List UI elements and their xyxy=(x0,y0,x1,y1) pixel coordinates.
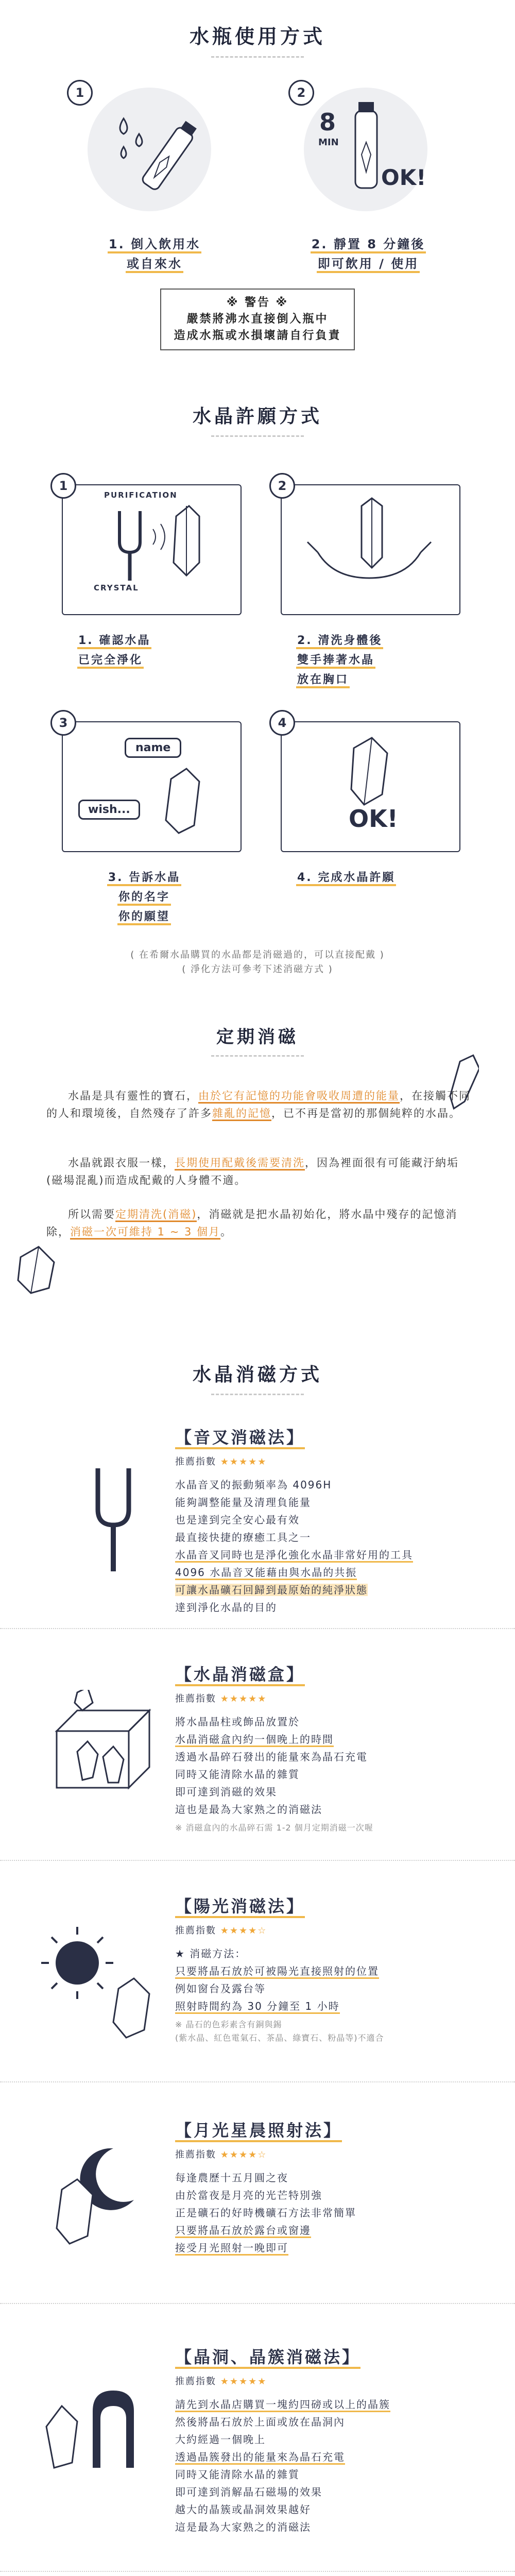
rating-label: 推薦指數 xyxy=(175,1456,216,1467)
method-line: 正是礦石的好時機礦石方法非常簡單 xyxy=(175,2207,356,2219)
s3-paragraph-3 xyxy=(46,1206,474,1241)
method-title: 【水晶消磁盒】 xyxy=(175,1665,305,1686)
text-run: 所以需要 xyxy=(68,1208,115,1221)
method-line: 接受月光照射一晚即可 xyxy=(175,2242,288,2256)
s3-paragraph-2 xyxy=(46,1154,474,1189)
step-number: 1 xyxy=(67,80,93,106)
method-line: 透過水晶碎石發出的能量來為晶石充電 xyxy=(175,1751,368,1763)
water-bottle-icon xyxy=(141,120,199,191)
minutes-label: MIN xyxy=(318,137,339,148)
s2-step1-card xyxy=(59,479,242,615)
rating xyxy=(175,1923,494,1937)
method-line: 請先到水晶店購買一塊約四磅或以上的晶簇 xyxy=(175,2398,390,2412)
caption-line: 你的願望 xyxy=(117,910,171,925)
method-line: 每逢農歷十五月圓之夜 xyxy=(175,2172,288,2184)
s2-step2-card xyxy=(278,479,460,615)
text-run: ，因為 xyxy=(305,1157,340,1169)
text-run: ，在接觸不同的人和環境後，自然殘存了許多 xyxy=(46,1090,471,1120)
caption-line: 你的名字 xyxy=(117,891,171,906)
method-title: 【晶洞、晶簇消磁法】 xyxy=(175,2347,360,2369)
method-line: 只要將晶石放於露台或窗邊 xyxy=(175,2224,311,2238)
s2-step3-caption xyxy=(77,868,211,927)
caption-line: 4. 完成水晶許願 xyxy=(296,871,396,886)
rating xyxy=(175,1454,494,1468)
method-line: 這是最為大家熟之的消磁法 xyxy=(175,2521,311,2533)
rating-label: 推薦指數 xyxy=(175,1693,216,1704)
section1-title-text: 水瓶使用方式 xyxy=(189,25,325,48)
method-line: 可讓水晶礦石回歸到最原始的純淨狀態 xyxy=(175,1584,368,1596)
s2-step3-card xyxy=(59,716,242,852)
rating-stars: ★★★★★ xyxy=(220,1693,267,1704)
method-line: 最直接快捷的療癒工具之一 xyxy=(175,1531,311,1544)
caption-line: 或自來水 xyxy=(126,257,183,273)
rating xyxy=(175,2147,494,2161)
method-line: 水晶音叉同時也是淨化強化水晶非常好用的工具 xyxy=(175,1549,413,1563)
water-drops-icon xyxy=(88,88,211,211)
method-body xyxy=(175,2169,494,2257)
text-emphasis: 消磁一次可維持 1 ~ 3 個月 xyxy=(70,1226,220,1240)
praying-hands-icon xyxy=(282,485,459,614)
minutes-number: 8 xyxy=(319,108,336,136)
moon-icon xyxy=(36,2133,170,2267)
section2-title xyxy=(0,402,515,437)
method-title: 【音叉消磁法】 xyxy=(175,1428,305,1449)
method-line: 越大的晶簇或晶洞效果越好 xyxy=(175,2503,311,2516)
text-emphasis: 雜亂的記憶 xyxy=(212,1107,271,1121)
bubble-name: name xyxy=(135,741,171,754)
caption-line: 即可飲用 / 使用 xyxy=(317,257,420,273)
water-bottle-icon xyxy=(304,88,427,211)
warning-title: ※ 警告 ※ xyxy=(226,296,289,309)
rating xyxy=(175,2374,494,2387)
purification-label: PURIFICATION xyxy=(104,490,178,500)
method-line: 4096 水晶音叉能藉由與水晶的共振 xyxy=(175,1566,357,1580)
method-4 xyxy=(175,2117,494,2257)
s2-note xyxy=(0,948,515,977)
method-2 xyxy=(175,1662,494,1835)
method-line: 能夠調整能量及清理負能量 xyxy=(175,1496,311,1509)
caption-line: 放在胸口 xyxy=(296,673,350,688)
geode-icon xyxy=(36,2365,170,2488)
step-number: 2 xyxy=(269,473,295,499)
text-run: ，消磁就是把水晶初始化， xyxy=(197,1208,339,1221)
method-line: 將水晶晶柱或飾品放置於 xyxy=(175,1716,300,1728)
speech-bubble-icon xyxy=(125,738,181,758)
section3-title xyxy=(0,1023,515,1057)
method-line: 照射時間約為 30 分鐘至 1 小時 xyxy=(175,2000,340,2014)
text-run: 裡面很有可能藏汙納垢(磁場混亂)而造成配戴的人身體不適。 xyxy=(46,1157,459,1187)
method-title: 【陽光消磁法】 xyxy=(175,1896,305,1918)
tuning-fork-icon xyxy=(82,1463,149,1577)
method-title: 【月光星晨照射法】 xyxy=(175,2121,342,2142)
method-line: 達到淨化水晶的目的 xyxy=(175,1601,277,1614)
method-line: ★ 消磁方法： xyxy=(175,1947,247,1960)
method-body xyxy=(175,2396,494,2536)
text-emphasis: 周遭的能量 xyxy=(340,1090,400,1104)
text-emphasis: 定期清洗(消磁) xyxy=(115,1208,197,1222)
divider xyxy=(0,2081,515,2082)
caption-line: 雙手捧著水晶 xyxy=(296,654,375,669)
caption-line: 1. 確認水晶 xyxy=(77,634,151,649)
method-line: 由於當夜是月亮的光芒特別強 xyxy=(175,2189,322,2201)
title-divider xyxy=(211,1394,304,1395)
rating-stars: ★★★★★ xyxy=(220,2376,267,2387)
title-divider xyxy=(211,435,304,437)
method-body xyxy=(175,1945,494,2015)
text-run: 水晶是具有靈性的寶石， xyxy=(68,1090,198,1102)
section2-title-text: 水晶許願方式 xyxy=(192,406,322,427)
method-note xyxy=(175,2018,494,2045)
rating xyxy=(175,1691,494,1705)
method-line: 同時又能清除水晶的雜質 xyxy=(175,1768,300,1781)
method-line: 這也是最為大家熟之的消磁法 xyxy=(175,1803,322,1816)
s1-step1-illustration xyxy=(88,88,211,211)
method-line: 也是達到完全安心最有效 xyxy=(175,1514,300,1526)
method-body xyxy=(175,1713,494,1818)
section4-title-text: 水晶消磁方式 xyxy=(192,1364,322,1385)
section1-title xyxy=(0,21,515,58)
method-line: 大約經過一個晚上 xyxy=(175,2433,266,2446)
divider xyxy=(0,1628,515,1629)
s3-paragraph-1 xyxy=(46,1087,474,1122)
rating-stars: ★★★★☆ xyxy=(220,2149,267,2160)
caption-line: 已完全淨化 xyxy=(77,654,144,669)
rating-stars: ★★★★☆ xyxy=(220,1925,267,1936)
section3-title-text: 定期消磁 xyxy=(216,1027,299,1047)
rating-label: 推薦指數 xyxy=(175,2376,216,2387)
method-line: 同時又能清除水晶的雜質 xyxy=(175,2468,300,2481)
method-5 xyxy=(175,2344,494,2536)
step-number: 1 xyxy=(50,473,76,499)
step-number: 4 xyxy=(269,710,295,736)
crystal-box-icon xyxy=(46,1690,165,1803)
rating-stars: ★★★★★ xyxy=(220,1456,267,1467)
s1-step1-caption xyxy=(98,234,211,274)
method-line: 即可達到消磁的效果 xyxy=(175,1786,277,1798)
method-line: 只要將晶石放於可被陽光直接照射的位置 xyxy=(175,1965,379,1979)
text-emphasis: 由於它有記憶的功能會吸收 xyxy=(198,1090,340,1104)
method-line: 然後將晶石放於上面或放在晶洞內 xyxy=(175,2416,345,2428)
method-line: 即可達到消解晶石磁場的效果 xyxy=(175,2486,322,2498)
title-divider xyxy=(211,1055,304,1057)
note-line: ※ 晶石的色彩素含有銅與錫 xyxy=(175,2020,282,2029)
method-line: 水晶音叉的振動頻率為 4096H xyxy=(175,1479,332,1491)
method-note: ※ 消磁盒內的水晶碎石需 1-2 個月定期消磁一次喔 xyxy=(175,1823,373,1833)
tuning-fork-icon xyxy=(63,485,241,614)
step-number: 3 xyxy=(50,710,76,736)
crystal-icon xyxy=(10,1236,62,1298)
warning-line: 嚴禁將沸水直接倒入瓶中 xyxy=(186,313,329,326)
warning-box xyxy=(0,289,515,350)
warning-line: 造成水瓶或水損壞請自行負責 xyxy=(174,329,341,342)
s1-step2-illustration xyxy=(304,88,427,211)
text-run: 水晶就跟衣服一樣， xyxy=(68,1157,175,1169)
text-run: 將水晶中殘存的記憶消除， xyxy=(46,1208,458,1238)
ok-text: OK! xyxy=(381,165,426,190)
divider xyxy=(0,2303,515,2304)
caption-line: 2. 清洗身體後 xyxy=(296,634,383,649)
text-run: ，已不再是當初的那個純粹的水晶。 xyxy=(271,1107,461,1120)
method-1 xyxy=(175,1425,494,1616)
title-divider xyxy=(211,56,304,58)
divider xyxy=(0,2571,515,2572)
note-line: ( 在希爾水晶購買的水晶都是消磁過的，可以直接配戴 ) xyxy=(130,950,385,960)
method-body xyxy=(175,1476,494,1616)
text-run: 。 xyxy=(220,1226,233,1238)
s2-step4-caption xyxy=(296,868,445,888)
rating-label: 推薦指數 xyxy=(175,1925,216,1936)
step-number: 2 xyxy=(288,80,314,106)
section4-title xyxy=(0,1360,515,1395)
speech-bubble-icon xyxy=(78,800,140,820)
method-3 xyxy=(175,1893,494,2045)
note-line: ( 淨化方法可參考下述消磁方式 ) xyxy=(182,964,333,975)
divider xyxy=(0,1860,515,1861)
method-line: 例如窗台及露台等 xyxy=(175,1982,266,1995)
crystal-label: CRYSTAL xyxy=(94,583,139,592)
s2-step4-card xyxy=(278,716,460,852)
sun-icon xyxy=(31,1917,165,2050)
text-emphasis: 長期使用配戴後需要清洗 xyxy=(175,1157,305,1171)
ok-text: OK! xyxy=(349,805,398,833)
s2-step2-caption xyxy=(296,631,440,690)
rating-label: 推薦指數 xyxy=(175,2149,216,2160)
note-line: (紫水晶、紅色電氣石、茶晶、綠寶石、粉晶等)不適合 xyxy=(175,2033,384,2043)
caption-line: 2. 靜置 8 分鐘後 xyxy=(311,237,426,253)
method-line: 水晶消磁盒內約一個晚上的時間 xyxy=(175,1733,334,1747)
s1-step2-caption xyxy=(294,234,443,274)
caption-line: 3. 告訴水晶 xyxy=(107,871,181,886)
bubble-wish: wish... xyxy=(88,803,130,816)
caption-line: 1. 倒入飲用水 xyxy=(108,237,201,253)
s2-step1-caption xyxy=(77,631,211,670)
method-line: 透過晶簇發出的能量來為晶石充電 xyxy=(175,2451,345,2465)
